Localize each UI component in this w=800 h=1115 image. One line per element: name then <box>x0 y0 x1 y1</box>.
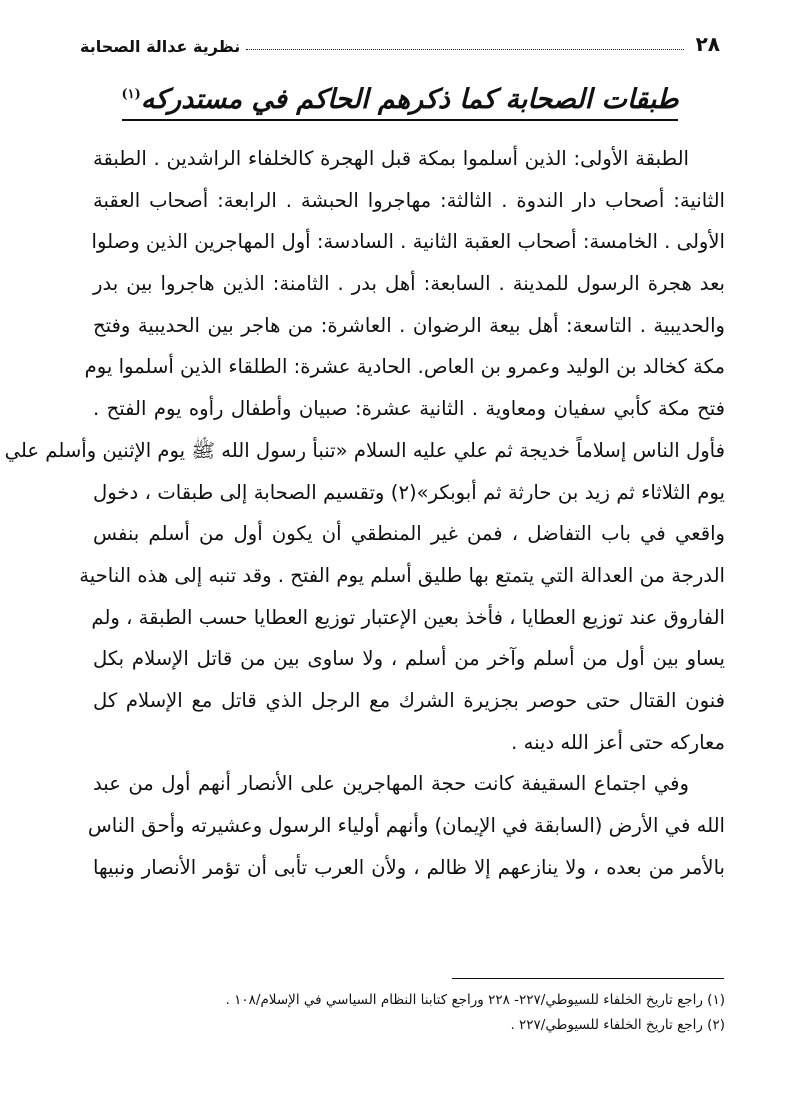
text-line: فنون القتال حتى حوصر بجزيرة الشرك مع الرجل الذي قاتل مع الإسلام كل <box>93 688 725 712</box>
text-line: واقعي في باب التفاضل ، فمن غير المنطقي أن يكون أول من أسلم بنفس <box>93 522 725 546</box>
text-line: الدرجة من العدالة التي يتمتع بها طليق أسلم يوم الفتح . وقد تنبه إلى هذه الناحية <box>79 563 725 587</box>
text-line: يساو بين أول من أسلم وآخر من أسلم ، ولا ساوى بين من قاتل الإسلام بكل <box>93 647 725 671</box>
running-title: نظرية عدالة الصحابة <box>80 37 241 56</box>
section-heading-text: طبقات الصحابة كما ذكرهم الحاكم في مستدركه <box>141 84 679 121</box>
heading-footnote-ref: (١) <box>121 87 141 102</box>
page-header <box>80 30 720 56</box>
header-dotted-rule <box>246 48 683 50</box>
text-line: والحديبية . التاسعة: أهل بيعة الرضوان . العاشرة: من هاجر بين الحديبية وفتح <box>93 313 725 337</box>
text-line: الأولى . الخامسة: أصحاب العقبة الثانية . السادسة: أول المهاجرين الذين وصلوا <box>91 230 725 254</box>
text-line: الثانية: أصحاب دار الندوة . الثالثة: مهاجروا الحبشة . الرابعة: أصحاب العقبة <box>93 188 725 212</box>
text-line: بالأمر من بعده ، ولا ينازعهم إلا ظالم ، ولأن العرب تأبى أن تؤمر الأنصار ونبيها <box>93 855 725 879</box>
footnote: (٢) راجع تاريخ الخلفاء للسيوطي/٢٢٧ . <box>510 1017 725 1033</box>
text-line: يوم الثلاثاء ثم زيد بن حارثة ثم أبوبكر»(٢) وتقسيم الصحابة إلى طبقات ، دخول <box>93 480 725 504</box>
text-line: فأول الناس إسلاماً خديجة ثم علي عليه السلام «تنبأ رسول الله ﷺ يوم الإثنين وأسلم علي <box>4 438 725 462</box>
text-line: وفي اجتماع السقيفة كانت حجة المهاجرين على الأنصار أنهم أول من عبد <box>93 772 689 796</box>
footnote-rule <box>452 978 724 979</box>
text-line: الله في الأرض (السابقة في الإيمان) وأنهم أولياء الرسول وعشيرته وأحق الناس <box>87 814 725 837</box>
footnote: (١) راجع تاريخ الخلفاء للسيوطي/٢٢٧- ٢٢٨ وراجع كتابنا النظام السياسي في الإسلام/١٠٨ . <box>225 992 725 1008</box>
text-line: الطبقة الأولى: الذين أسلموا بمكة قبل الهجرة كالخلفاء الراشدين . الطبقة <box>93 147 689 170</box>
footnotes <box>93 988 725 1038</box>
text-line: الفاروق عند توزيع العطايا ، فأخذ بعين الإعتبار توزيع العطايا حسب الطبقة ، ولم <box>91 605 725 629</box>
body-text <box>4 138 725 888</box>
section-heading <box>0 84 800 115</box>
page-number: ٢٨ <box>695 32 720 56</box>
text-line: معاركه حتى أعز الله دينه . <box>511 730 725 754</box>
text-line: بعد هجرة الرسول للمدينة . السابعة: أهل بدر . الثامنة: الذين هاجروا بين بدر <box>93 272 725 296</box>
text-line: فتح مكة كأبي سفيان ومعاوية . الثانية عشرة: صبيان وأطفال رأوه يوم الفتح . <box>93 397 725 421</box>
text-line: مكة كخالد بن الوليد وعمرو بن العاص. الحادية عشرة: الطلقاء الذين أسلموا يوم <box>84 355 725 379</box>
